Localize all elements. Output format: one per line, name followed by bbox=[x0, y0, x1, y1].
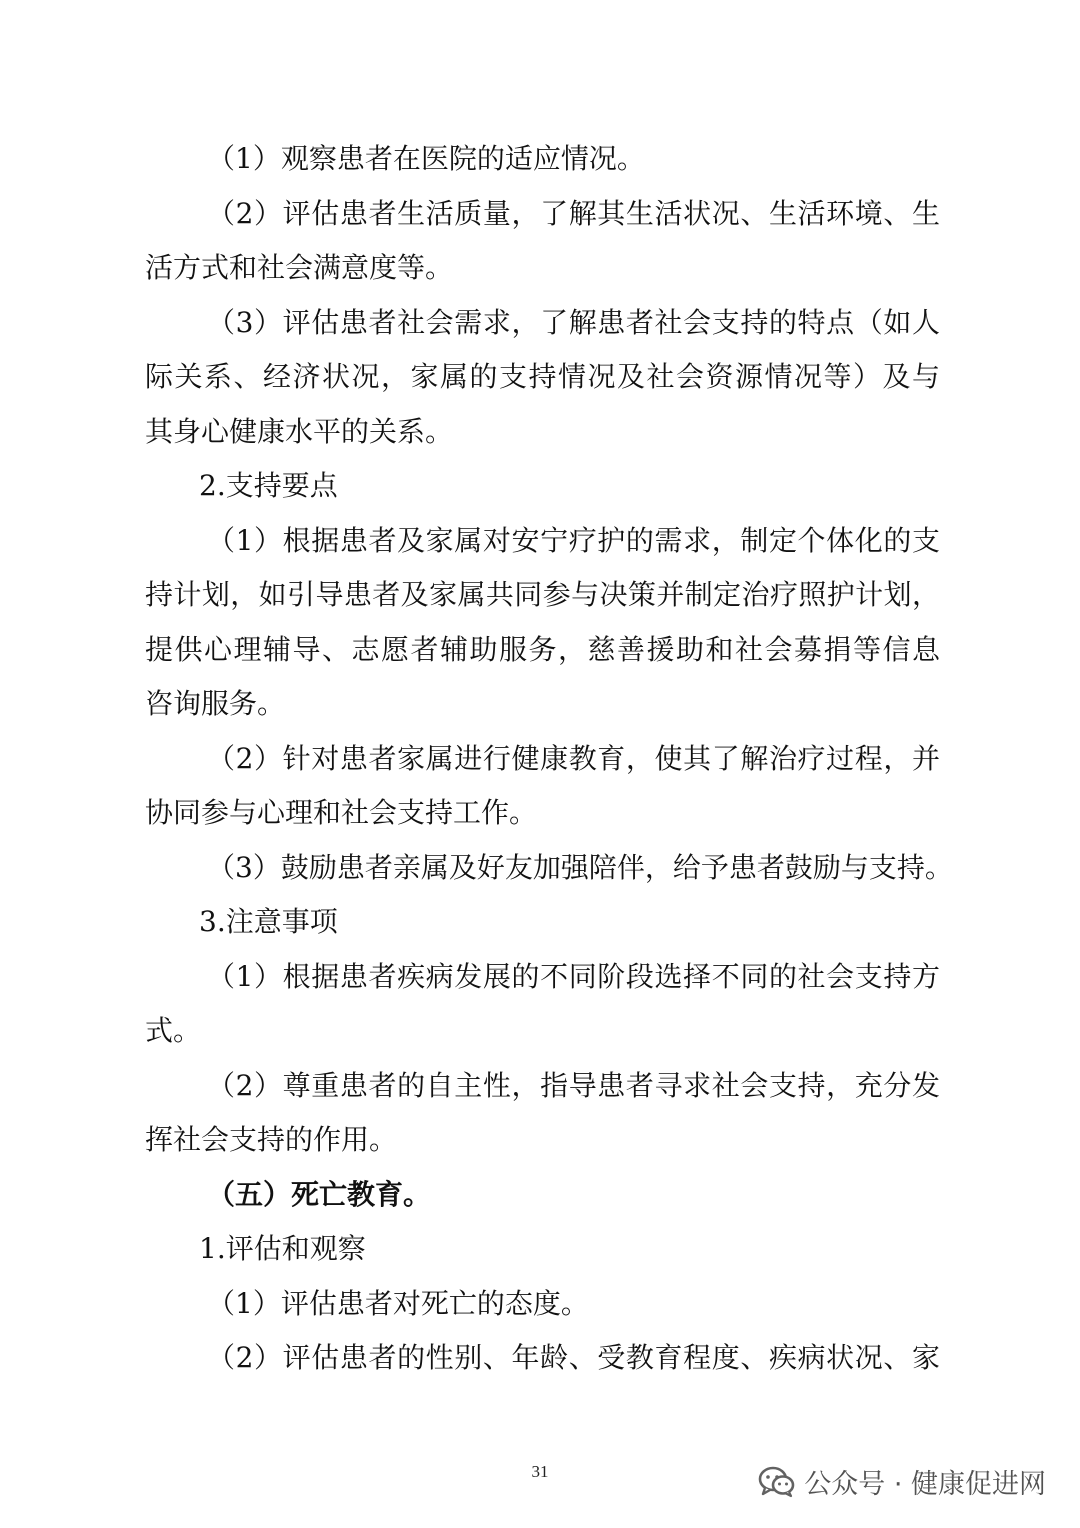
document-body bbox=[145, 132, 953, 1386]
chapter-heading: （五）死亡教育。 bbox=[207, 1177, 432, 1211]
paragraph-line: （2）评估患者生活质量，了解其生活状况、生活环境、生 bbox=[207, 196, 940, 230]
paragraph-line: 际关系、经济状况，家属的支持情况及社会资源情况等）及与 bbox=[145, 360, 940, 393]
watermark-text: 公众号 · 健康促进网 bbox=[804, 1469, 1046, 1500]
paragraph-line: （1）观察患者在医院的适应情况。 bbox=[207, 142, 645, 175]
paragraph-line: 其身心健康水平的关系。 bbox=[145, 414, 454, 448]
watermark bbox=[758, 1462, 1046, 1501]
paragraph-line: （1）根据患者疾病发展的不同阶段选择不同的社会支持方 bbox=[207, 959, 940, 993]
page-number: 31 bbox=[531, 1462, 549, 1481]
paragraph-line: 活方式和社会满意度等。 bbox=[145, 251, 454, 284]
paragraph-line: 挥社会支持的作用。 bbox=[145, 1123, 398, 1156]
paragraph-line: 咨询服务。 bbox=[145, 687, 286, 720]
paragraph-line: （3）评估患者社会需求，了解患者社会支持的特点（如人 bbox=[207, 305, 940, 339]
paragraph-line: （3）鼓励患者亲属及好友加强陪伴，给予患者鼓励与支持。 bbox=[207, 850, 953, 884]
paragraph-line: 式。 bbox=[145, 1014, 202, 1047]
paragraph-line: （1）根据患者及家属对安宁疗护的需求，制定个体化的支 bbox=[207, 523, 940, 557]
paragraph-line: 提供心理辅导、志愿者辅助服务，慈善援助和社会募捐等信息 bbox=[145, 632, 940, 666]
paragraph-line: （2）尊重患者的自主性，指导患者寻求社会支持，充分发 bbox=[207, 1068, 940, 1102]
section-heading: 1.评估和观察 bbox=[199, 1232, 366, 1265]
section-heading: 3.注意事项 bbox=[199, 905, 338, 938]
paragraph-line: 协同参与心理和社会支持工作。 bbox=[145, 796, 538, 829]
paragraph-line: （2）评估患者的性别、年龄、受教育程度、疾病状况、家 bbox=[207, 1341, 940, 1374]
wechat-icon bbox=[758, 1466, 796, 1498]
paragraph-line: （1）评估患者对死亡的态度。 bbox=[207, 1286, 589, 1320]
paragraph-line: （2）针对患者家属进行健康教育，使其了解治疗过程，并 bbox=[207, 741, 940, 775]
section-heading: 2.支持要点 bbox=[199, 469, 338, 502]
paragraph-line: 持计划，如引导患者及家属共同参与决策并制定治疗照护计划， bbox=[145, 578, 940, 611]
